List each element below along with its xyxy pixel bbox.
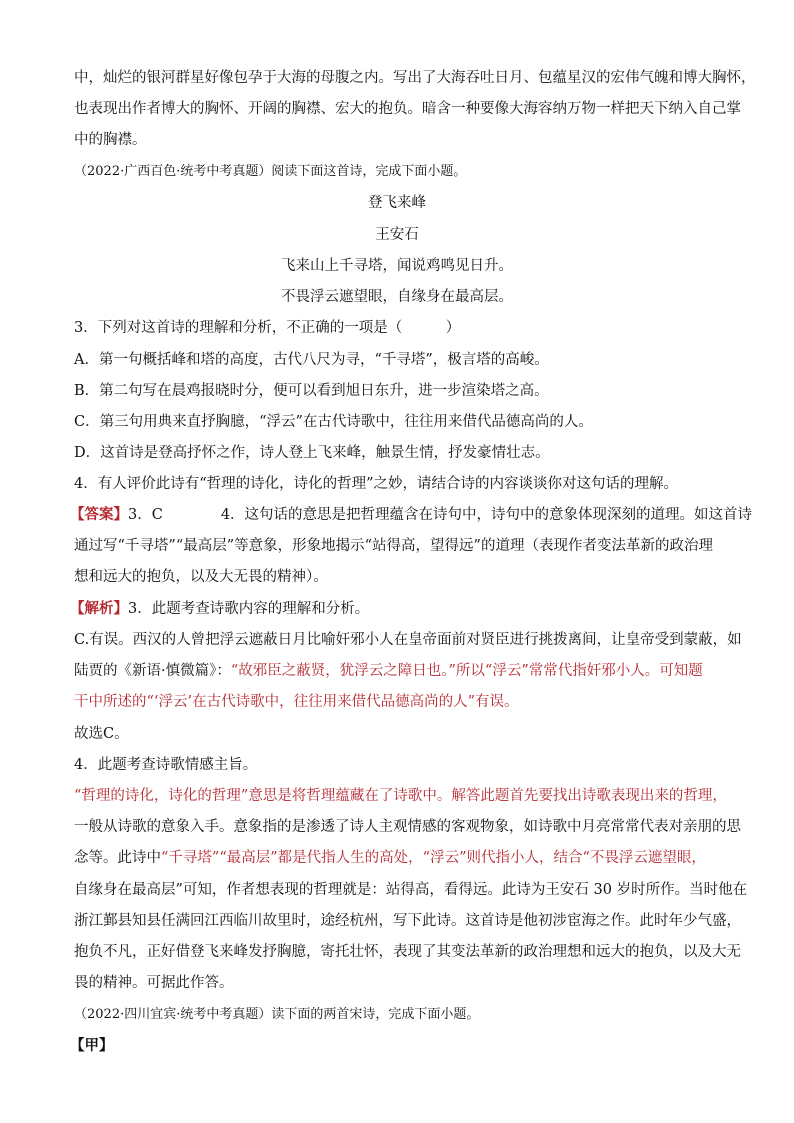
poem-author: 王安石 bbox=[375, 227, 419, 243]
answer-line bbox=[74, 567, 328, 587]
analysis-line bbox=[74, 755, 257, 775]
paragraph-line: 中的胸襟。 bbox=[74, 132, 147, 148]
analysis-line bbox=[74, 973, 234, 993]
analysis-line bbox=[74, 786, 727, 806]
answer-text: 想和远大的抱负，以及大无畏的精神）。 bbox=[74, 569, 328, 585]
analysis-quote: 干中所述的“‘浮云’在古代诗歌中，往往用来借代品德高尚的人”有误。 bbox=[74, 694, 519, 710]
option-c: C．第三句用典来直抒胸臆，“浮云”在古代诗歌中，往往用来借代品德高尚的人。 bbox=[74, 414, 593, 430]
poem-line: 不畏浮云遮望眼，自缘身在最高层。 bbox=[281, 289, 513, 305]
paragraph-line: 也表现出作者博大的胸怀、开阔的胸襟、宏大的抱负。暗含一种要像大海容纳万物一样把天下纳入自己掌 bbox=[74, 101, 741, 117]
analysis-line bbox=[74, 692, 519, 712]
answer-tag: 【答案】 bbox=[70, 506, 128, 523]
question-4: 4．有人评价此诗有“哲理的诗化，诗化的哲理”之妙，请结合诗的内容谈谈你对这句话的理解。 bbox=[74, 476, 679, 492]
answer-line bbox=[70, 505, 752, 525]
analysis-text: 畏的精神。可据此作答。 bbox=[74, 975, 234, 991]
analysis-line bbox=[74, 848, 706, 868]
analysis-line bbox=[74, 817, 741, 837]
answer-4: 4．这句话的意思是把哲理蕴含在诗句中，诗句中的意象体现深刻的道理。如这首诗 bbox=[220, 507, 753, 523]
question-source: （2022·广西百色·统考中考真题）阅读下面这首诗，完成下面小题。 bbox=[74, 164, 467, 179]
analysis-text: C.有误。西汉的人曾把浮云遮蔽日月比喻奸邪小人在皇帝面前对贤臣进行挑拨离间，让皇帝受到蒙蔽，如 bbox=[74, 632, 742, 648]
analysis-tag: 【解析】 bbox=[70, 600, 128, 617]
option-b: B．第二句写在晨鸡报晓时分，便可以看到旭日东升，进一步渲染塔之高。 bbox=[74, 383, 549, 399]
analysis-line bbox=[74, 630, 742, 650]
analysis-text: 念等。此诗中 bbox=[74, 850, 161, 866]
analysis-line bbox=[74, 942, 741, 962]
question-source: （2022·四川宜宾·统考中考真题）读下面的两首宋诗，完成下面小题。 bbox=[74, 1007, 480, 1022]
analysis-line bbox=[74, 661, 703, 681]
option-a: A．第一句概括峰和塔的高度，古代八尺为寻，“千寻塔”，极言塔的高峻。 bbox=[74, 352, 549, 368]
analysis-line bbox=[74, 911, 741, 931]
analysis-line bbox=[70, 599, 369, 619]
analysis-intro-4: 4．此题考查诗歌情感主旨。 bbox=[74, 757, 258, 773]
analysis-text: 故选C。 bbox=[74, 726, 129, 742]
analysis-text: 陆贾的《新语·慎微篇》： bbox=[74, 663, 231, 679]
answer-line bbox=[74, 536, 713, 556]
answer-text: 通过写“千寻塔”“最高层”等意象，形象地揭示“站得高，望得远”的道理（表现作者变法革新的政治理 bbox=[74, 538, 713, 554]
poem-title: 登飞来峰 bbox=[368, 195, 426, 211]
analysis-line bbox=[74, 880, 747, 900]
poem-line: 飞来山上千寻塔，闻说鸡鸣见日升。 bbox=[281, 258, 513, 274]
analysis-text: 自缘身在最高层”可知，作者想表现的哲理就是：站得高，看得远。此诗为王安石 30 岁时所作。当时他在 bbox=[74, 882, 748, 898]
paragraph-line: 中，灿烂的银河群星好像包孕于大海的母腹之内。写出了大海吞吐日月、包蕴星汉的宏伟气魄和博大胸怀， bbox=[74, 70, 756, 86]
analysis-line bbox=[74, 724, 129, 744]
analysis-quote: “哲理的诗化，诗化的哲理”意思是将哲理蕴藏在了诗歌中。解答此题首先要找出诗歌表现出来的哲理， bbox=[74, 788, 727, 804]
analysis-intro-3: 3．此题考查诗歌内容的理解和分析。 bbox=[128, 601, 370, 617]
analysis-quote: “千寻塔”“最高层”都是代指人生的高处，“浮云”则代指小人，结合“不畏浮云遮望眼， bbox=[161, 850, 706, 866]
section-jia-label: 【甲】 bbox=[70, 1037, 114, 1054]
option-d: D．这首诗是登高抒怀之作，诗人登上飞来峰，触景生情，抒发豪情壮志。 bbox=[74, 445, 550, 461]
analysis-text: 浙江鄞县知县任满回江西临川故里时，途经杭州，写下此诗。这首诗是他初涉宦海之作。此时年少气盛， bbox=[74, 913, 741, 929]
analysis-text: 一般从诗歌的意象入手。意象指的是渗透了诗人主观情感的客观物象，如诗歌中月亮常常代表对亲朋的思 bbox=[74, 819, 741, 835]
question-3-stem: 3．下列对这首诗的理解和分析，不正确的一项是（ ） bbox=[74, 320, 461, 336]
analysis-quote: “故邪臣之蔽贤，犹浮云之障日也。”所以“浮云”常常代指奸邪小人。可知题 bbox=[230, 663, 703, 679]
answer-3: 3．C bbox=[128, 507, 163, 523]
analysis-text: 抱负不凡，正好借登飞来峰发抒胸臆，寄托壮怀，表现了其变法革新的政治理想和远大的抱负，以及大无 bbox=[74, 944, 741, 960]
